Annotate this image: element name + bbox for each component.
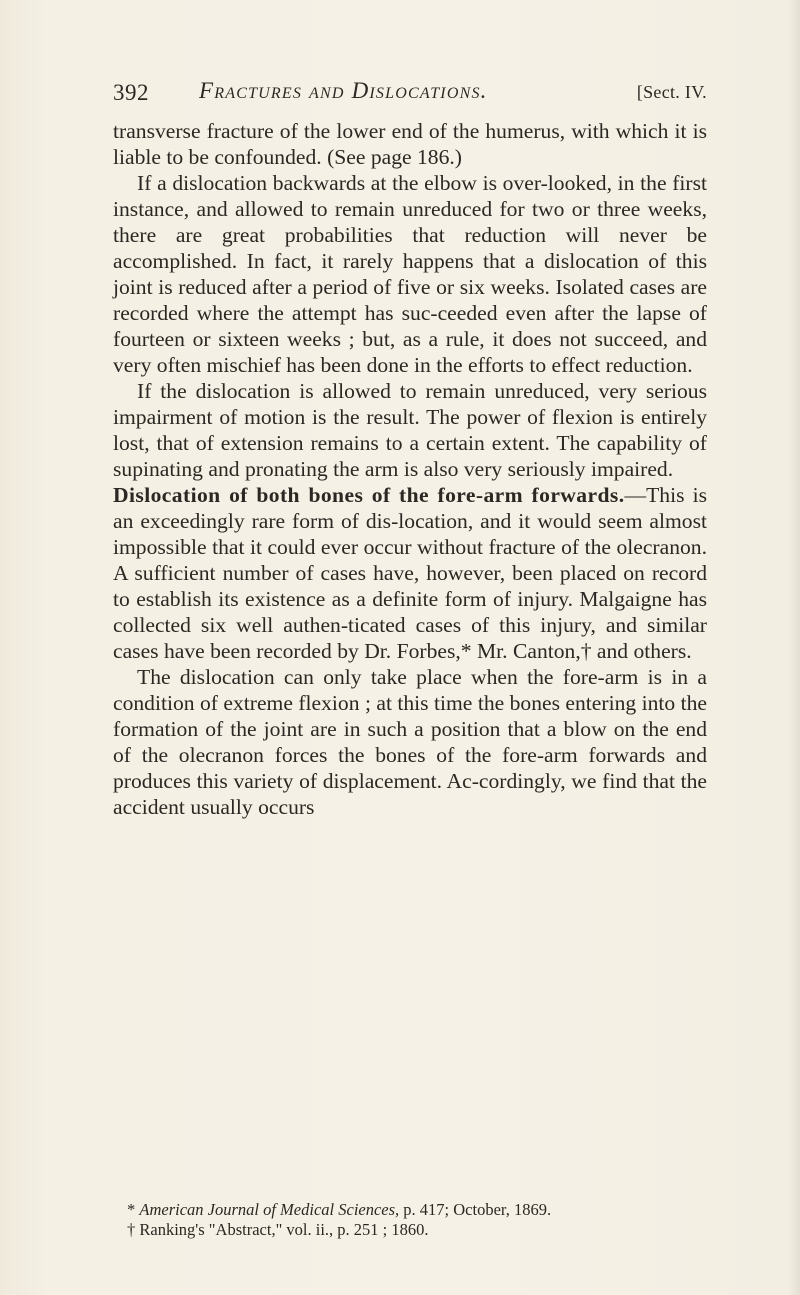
paragraph-forearm-forwards-text: —This is an exceedingly rare form of dis-location, and it would seem almost impossible that it could ever occur without fracture of the olecranon. A sufficient number of cases have, however, been placed on record to establish its existence as a definite form of injury. Malgaigne has collected six well authen-ticated cases of this injury, and similar cases have been recorded by Dr. Forbes,* Mr. Canton,† and others.	[113, 483, 707, 663]
page-number: 392	[113, 80, 149, 105]
footnote-2-mark: †	[127, 1220, 136, 1239]
footnote-1-mark: *	[127, 1200, 136, 1219]
section-label: [Sect. IV.	[636, 82, 707, 102]
paragraph-impairment: If the dislocation is allowed to remain unreduced, very serious impairment of motion is the result. The power of flexion is entirely lost, that of extension remains to a certain extent. The capability of supinating and pronating the arm is also very seriously impaired.	[113, 379, 707, 481]
running-title: Fractures and Dislocations.	[199, 78, 488, 103]
paragraph-forearm-forwards	[113, 482, 707, 664]
running-header	[113, 76, 707, 110]
body-text	[113, 118, 707, 820]
section-heading: Dislocation of both bones of the fore-arm forwards.	[113, 483, 625, 507]
footnotes	[113, 1200, 707, 1240]
footnote-1-source: American Journal of Medical Sciences,	[139, 1200, 400, 1219]
paragraph-unreduced-backwards: If a dislocation backwards at the elbow is over-looked, in the first instance, and allowed to remain unreduced for two or three weeks, there are great probabilities that reduction will never be accomplished. In fact, it rarely happens that a dislocation of this joint is reduced after a period of five or six weeks. Isolated cases are recorded where the attempt has suc-ceeded even after the lapse of fourteen or sixteen weeks ; but, as a rule, it does not succeed, and very often mischief has been done in the efforts to effect reduction.	[113, 171, 707, 377]
footnote-1-detail: p. 417; October, 1869.	[399, 1200, 552, 1219]
paragraph-continuation: transverse fracture of the lower end of the humerus, with which it is liable to be confounded. (See page 186.)	[113, 119, 707, 169]
footnote-1	[113, 1200, 707, 1220]
paragraph-mechanism: The dislocation can only take place when the fore-arm is in a condition of extreme flexion ; at this time the bones entering into the formation of the joint are in such a position that a blow on the end of the olecranon forces the bones of the fore-arm forwards and produces this variety of displacement. Ac-cordingly, we find that the accident usually occurs	[113, 665, 707, 819]
page-edge-shadow	[788, 0, 800, 1295]
footnote-2	[113, 1220, 707, 1240]
footnote-2-detail: Ranking's "Abstract," vol. ii., p. 251 ; 1860.	[139, 1220, 429, 1239]
